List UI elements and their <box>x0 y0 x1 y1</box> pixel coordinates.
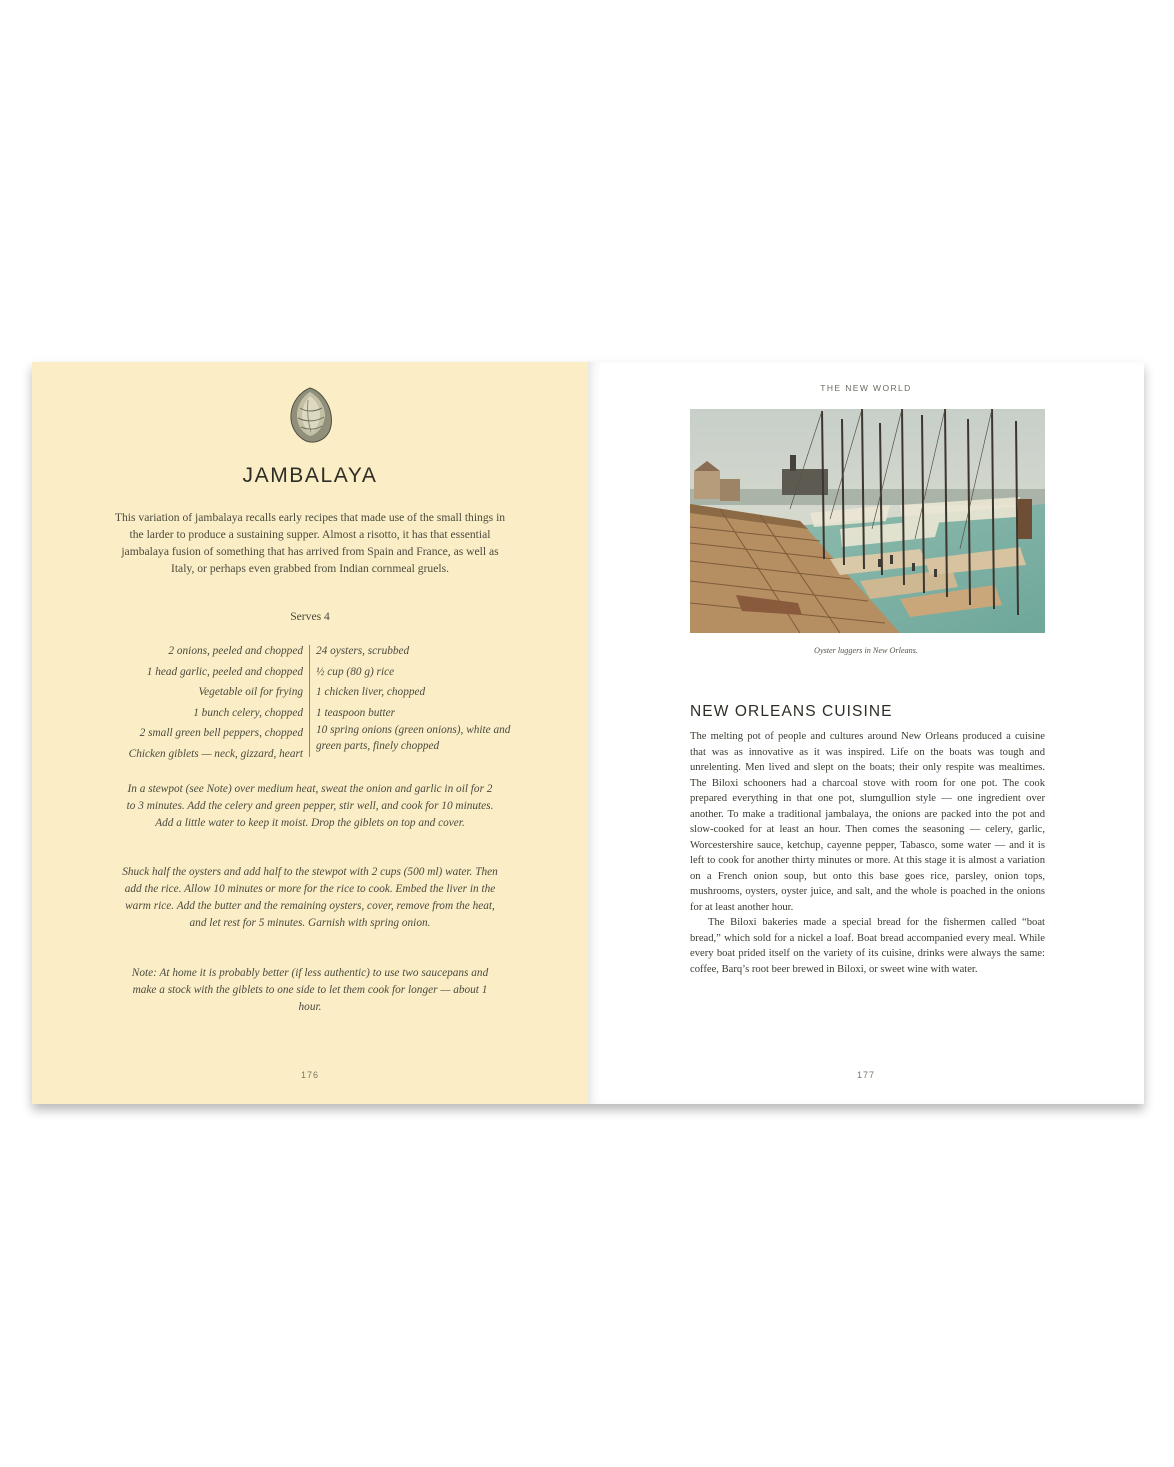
recipe-serves: Serves 4 <box>290 610 330 623</box>
ingredient-item: Vegetable oil for frying <box>198 686 303 699</box>
ingredient-item: ½ cup (80 g) rice <box>316 665 395 678</box>
section-title: NEW ORLEANS CUISINE <box>690 703 893 720</box>
ingredient-item: Chicken giblets — neck, gizzard, heart <box>128 747 303 760</box>
photo-caption: Oyster luggers in New Orleans. <box>814 646 918 655</box>
paragraph: The melting pot of people and cultures around New Orleans produced a cuisine that was as innovative as it was inspired. Life on the boats was tough and unrelenting. Men lived and slept on the boats; their only respite was mealtimes. The Biloxi schooners had a charcoal stove with room for one pot. The cook prepared everything in that one pot, slumgullion style — one ingredient over another. To make a traditional jambalaya, the onions are packed into the pot and slow-cooked for at least an hour. Then comes the seasoning — celery, garlic, Worcestershire sauce, ketchup, cayenne pepper, Tabasco, some water — and it is left to cook for another thirty minutes or more. At this stage it is almost a variation on a French onion soup, but onto this base goes rice, parsley, onion tops, mushrooms, oysters, oyster juice, and salt, and the whole is poached in the onions for at least another hour. <box>690 731 1045 913</box>
page-number-right: 177 <box>856 1070 876 1080</box>
oyster-luggers-illustration <box>690 409 1045 633</box>
right-page <box>588 362 1144 1104</box>
ingredient-item: 1 chicken liver, chopped <box>316 686 426 699</box>
left-page <box>32 362 588 1104</box>
paragraph: The Biloxi bakeries made a special bread for the fishermen called “boat bread,” which sold for a nickel a loaf. Boat bread accompanied every meal. While every boat prided itself on the variety of its cuisine, drinks were always the same: coffee, Barq’s root beer brewed in Biloxi, or sweet wine with water. <box>690 917 1045 975</box>
ingredients-left-column <box>92 641 303 765</box>
method-step: In a stewpot (see Note) over medium heat, sweat the onion and garlic in oil for 2 to 3 minutes. Add the celery and green pepper, stir well, and cook for 10 minutes. Add a little water to keep it moist. Drop the giblets on top and cover. <box>126 783 494 829</box>
ingredient-item: 24 oysters, scrubbed <box>316 645 410 657</box>
ingredient-item: 10 spring onions (green onions), white and green parts, finely chopped <box>316 724 511 752</box>
page-number-left: 176 <box>300 1070 320 1080</box>
recipe-intro: This variation of jambalaya recalls early recipes that made use of the small things in the larder to produce a sustaining supper. Almost a risotto, it has that essential jambalaya fusion of something that has arrived from Spain and France, as well as Italy, or perhaps even grabbed from Indian cornmeal gruels. <box>114 511 506 575</box>
ingredient-item: 1 head garlic, peeled and chopped <box>146 665 303 678</box>
recipe-title: JAMBALAYA <box>242 464 378 487</box>
ingredient-item: 1 bunch celery, chopped <box>193 706 303 719</box>
method-step: Shuck half the oysters and add half to the stewpot with 2 cups (500 ml) water. Then add the rice. Allow 10 minutes or more for the rice to cook. Embed the liver in the warm rice. Add the butter and the remaining oysters, cover, remove from the heat, and let rest for 5 minutes. Garnish with spring onion. <box>122 866 498 929</box>
ingredients-divider <box>309 645 310 757</box>
ingredient-item: 2 small green bell peppers, chopped <box>139 727 303 740</box>
body-text <box>690 729 1045 977</box>
harbor-photo <box>690 409 1045 633</box>
oyster-shell-icon <box>286 386 334 444</box>
ingredient-item: 1 teaspoon butter <box>316 706 396 719</box>
ingredients-right-column <box>316 641 526 754</box>
recipe-note: Note: At home it is probably better (if less authentic) to use two saucepans and make a stock with the giblets to one side to let them cook for longer — about 1 hour. <box>131 967 489 1013</box>
ingredient-item: 2 onions, peeled and chopped <box>168 645 303 657</box>
running-head: THE NEW WORLD <box>820 383 912 393</box>
book-spread <box>32 362 1144 1104</box>
